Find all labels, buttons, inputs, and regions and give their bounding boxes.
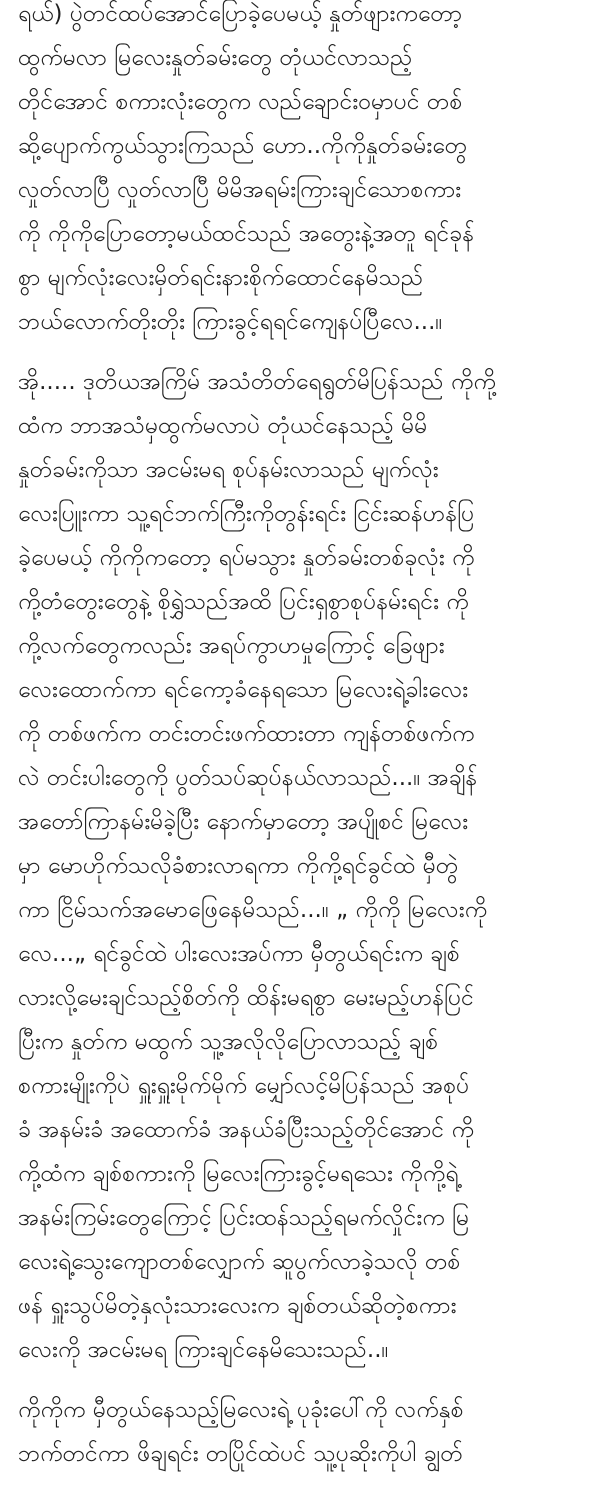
paragraph-3 [18,1388,590,1476]
text-line: ကို့လက်တွေကလည်း အရပ်ကွာဟမှုကြောင့် ခြေဖျား [18,633,445,659]
text-line: ဘယ်လောက်တိုးတိုး ကြားခွင့်ရရင်ကျေနပ်ပြီလေ...။ [18,309,443,335]
text-line: ကာ ငြိမ်သက်အမောဖြေနေမိသည်...။ „ ကိုကို မြလေးကို [18,897,488,923]
text-line: မှာ မောဟိုက်သလိုခံစားလာရကာ ကိုကို့ရင်ခွင်ထဲ မှီတွဲ [18,853,459,879]
text-line: စကားမျိုးကိုပဲ ရှူးရှူးမိုက်မိုက် မျှော်လင့်မိပြန်သည် အစုပ် [18,1073,470,1099]
text-line: တိုင်အောင် စကားလုံးတွေက လည်ချောင်းဝမှာပင် တစ် [18,89,463,115]
text-line: ဆို့ပျောက်ကွယ်သွားကြသည် ဟော..ကိုကိုနှုတ်ခမ်းတွေ [18,133,468,159]
text-line: အတော်ကြာနမ်းမိခဲ့ပြီး နောက်မှာတော့ အပျိုစင် မြလေး [18,809,469,835]
text-line: စွာ မျက်လုံးလေးမှိတ်ရင်းနားစိုက်ထောင်နေမိသည် [18,265,424,291]
paragraph-1 [18,0,590,344]
text-line: အို..... ဒုတိယအကြိမ် အသံတိတ်ရေရွတ်မိပြန်သည် ကိုကို့ [18,369,496,395]
text-line: ဖန် ရှူးသွပ်မိတဲ့နှလုံးသားလေးက ချစ်တယ်ဆိုတဲ့စကား [18,1293,457,1319]
text-line: ကို့ထံက ချစ်စကားကို မြလေးကြားခွင့်မရသေး ကိုကို့ရဲ့ [18,1161,459,1187]
text-line: ထွက်မလာ မြလေးနှုတ်ခမ်းတွေ တုံယင်လာသည့် [18,45,413,71]
text-line: ခံ အနမ်းခံ အထောက်ခံ အနယ်ခံပြီးသည့်တိုင်အောင် ကို [18,1117,475,1143]
text-line: အနမ်းကြမ်းတွေကြောင့် ပြင်းထန်သည့်ရမက်လှိုင်းက မြ [18,1205,470,1231]
text-line: ရယ်) ပွဲတင်ထပ်အောင်ပြောခဲ့ပေမယ့် နှုတ်ဖျားကတော့ [18,1,463,27]
reader-content [18,0,590,1492]
text-line: လေးရဲ့သွေးကျောတစ်လျှောက် ဆူပွက်လာခဲ့သလို တစ် [18,1249,461,1275]
text-line: ကို တစ်ဖက်က တင်းတင်းဖက်ထားတာ ကျန်တစ်ဖက်က [18,721,475,747]
text-line: ကို ကိုကိုပြောတော့မယ်ထင်သည် အတွေးနဲ့အတူ ရင်ခုန် [18,221,475,247]
text-line: ကိုကိုက မှီတွယ်နေသည့်မြလေးရဲ့ ပုခုံးပေါ်ကို လက်နှစ် [18,1397,464,1423]
text-line: လှုတ်လာပြီ လှုတ်လာပြီ မိမိအရမ်းကြားချင်သောစကား [18,177,462,203]
text-line: ကို့တံတွေးတွေနဲ့ စိုရွှဲသည်အထိ ပြင်းရှစွာစုပ်နမ်းရင်း ကို [18,589,469,615]
text-line: ဘက်တင်ကာ ဖိချရင်း တပြိုင်ထဲပင် သူ့ပုဆိုးကိုပါ ချွတ် [18,1441,463,1467]
text-line: လေ...„ ရင်ခွင်ထဲ ပါးလေးအပ်ကာ မှီတွယ်ရင်းက ချစ် [18,941,460,967]
text-line: ပြီးက နှုတ်က မထွက် သူ့အလိုလိုပြောလာသည့် ချစ် [18,1029,439,1055]
text-line: လဲ တင်းပါးတွေကို ပွတ်သပ်ဆုပ်နယ်လာသည်...။ အချိန် [18,765,478,791]
text-line: လေးကို အငမ်းမရ ကြားချင်နေမိသေးသည်..။ [18,1337,389,1363]
text-line: ခဲ့ပေမယ့် ကိုကိုကတော့ ရပ်မသွား နှုတ်ခမ်းတစ်ခုလုံး ကို [18,545,475,571]
paragraph-2 [18,360,590,1372]
text-line: နှုတ်ခမ်းကိုသာ အငမ်းမရ စုပ်နမ်းလာသည် မျက်လုံး [18,457,439,483]
text-line: လားလို့မေးချင်သည့်စိတ်ကို ထိန်းမရစွာ မေးမည့်ဟန်ပြင် [18,985,474,1011]
text-line: ထံက ဘာအသံမှထွက်မလာပဲ တုံယင်နေသည့် မိမိ [18,413,428,439]
text-line: လေးပြူးကာ သူ့ရင်ဘက်ကြီးကိုတွန်းရင်း ငြင်းဆန်ဟန်ပြ [18,501,475,527]
text-line: လေးထောက်ကာ ရင်ကော့ခံနေရသော မြလေးရဲ့ခါးလေး [18,677,469,703]
